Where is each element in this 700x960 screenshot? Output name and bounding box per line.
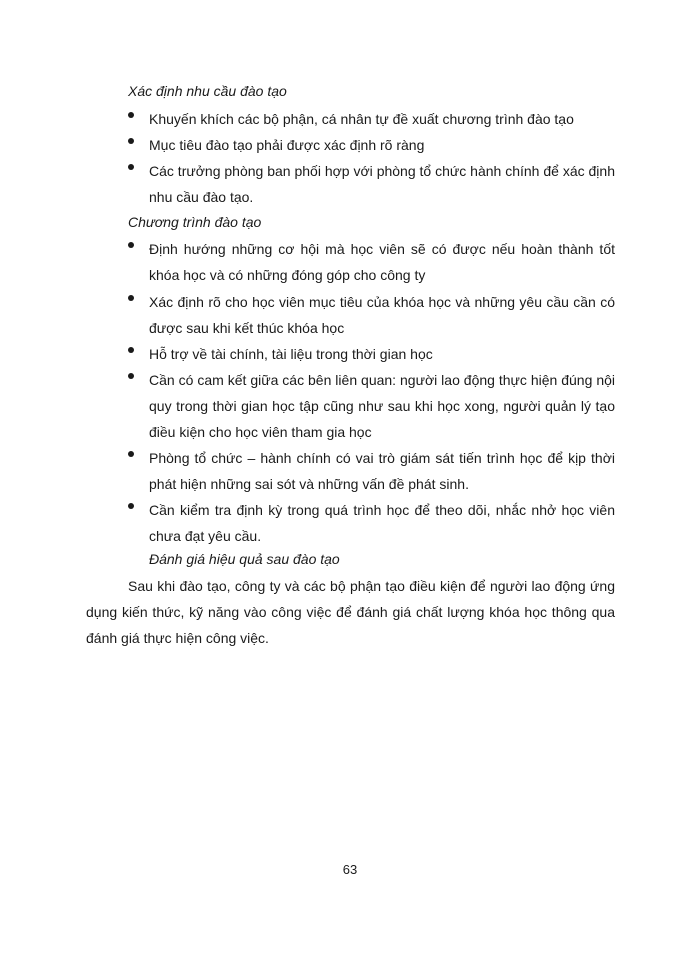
- list-item-text: Xác định rõ cho học viên mục tiêu của khóa học và những yêu cầu cần có được sau khi kết thúc khóa học: [149, 294, 615, 336]
- bullet-icon: [128, 164, 134, 170]
- bullet-icon: [128, 373, 134, 379]
- list-item: [128, 367, 615, 445]
- list-item: [128, 236, 615, 288]
- page-number: 63: [342, 862, 358, 877]
- bullet-icon: [128, 112, 134, 118]
- evaluation-heading: Đánh giá hiệu quả sau đào tạo: [149, 551, 340, 567]
- list-item: [128, 497, 615, 549]
- bullet-icon: [128, 295, 134, 301]
- list-item: [128, 158, 615, 210]
- bullet-icon: [128, 242, 134, 248]
- bullet-icon: [128, 138, 134, 144]
- list-item-text: Hỗ trợ về tài chính, tài liệu trong thời gian học: [149, 346, 433, 362]
- list-item: [128, 341, 615, 367]
- bullet-icon: [128, 347, 134, 353]
- needs-heading: Xác định nhu cầu đào tạo: [128, 83, 287, 99]
- program-heading: Chương trình đào tạo: [128, 214, 262, 230]
- bullet-icon: [128, 503, 134, 509]
- list-item-text: Cần kiểm tra định kỳ trong quá trình học để theo dõi, nhắc nhở học viên chưa đạt yêu cầu.: [149, 502, 615, 544]
- evaluation-paragraph: Sau khi đào tạo, công ty và các bộ phận tạo điều kiện để người lao động ứng dụng kiến thức, kỹ năng vào công việc để đánh giá chất lượng khóa học thông qua đánh giá thực hiện công việc.: [86, 578, 615, 646]
- bullet-icon: [128, 451, 134, 457]
- list-item-text: Khuyến khích các bộ phận, cá nhân tự đề xuất chương trình đào tạo: [149, 111, 574, 127]
- list-item-text: Mục tiêu đào tạo phải được xác định rõ ràng: [149, 137, 425, 153]
- list-item-text: Cần có cam kết giữa các bên liên quan: người lao động thực hiện đúng nội quy trong thời gian học tập cũng như sau khi học xong, người quản lý tạo điều kiện cho học viên tham gia học: [149, 372, 615, 440]
- list-item-text: Các trưởng phòng ban phối hợp với phòng tổ chức hành chính để xác định nhu cầu đào tạo.: [149, 163, 615, 205]
- list-item-text: Phòng tổ chức – hành chính có vai trò giám sát tiến trình học để kịp thời phát hiện những sai sót và những vấn đề phát sinh.: [149, 450, 615, 492]
- list-item: [128, 132, 615, 158]
- list-item-text: Định hướng những cơ hội mà học viên sẽ có được nếu hoàn thành tốt khóa học và có những đóng góp cho công ty: [149, 241, 615, 283]
- list-item: [128, 289, 615, 341]
- list-item: [128, 445, 615, 497]
- list-item: [128, 106, 615, 132]
